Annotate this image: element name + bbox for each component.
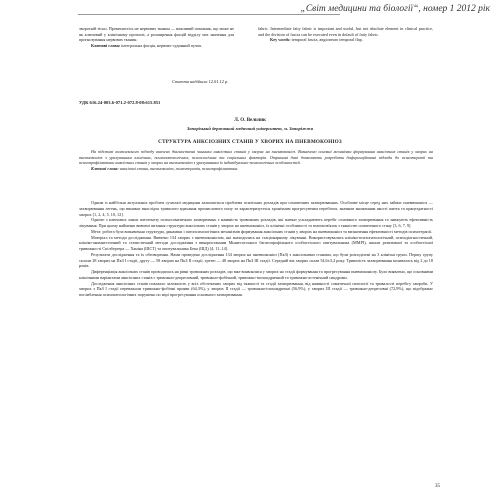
body-paragraph: Одним із найбільш актуальних проблем сучасної медицини залишається проблема психічних розладів при соматичних захворюваннях. Особливе місце серед них займає пневмоконіоз — захворювання легень, що виникає внаслідок тривалого вдихання промислового пилу та характеризується хронічним прогресуючим перебігом, значним зниженням якості життя та працездатності хворих [1, 2, 4, 5, 10, 12]. — [79, 200, 433, 217]
udc-code: УДК 616.24-003.6-071.2-072.8-08:615.851 — [79, 100, 161, 105]
body-paragraph: Дослідження анксіозних станів показало залежність у всіх обстежених хворих від тяжкості та стадії захворювання, від наявності соматичної патології та тривалості перебігу хвороби. У хворих з ПкЗ І стадії переважали тривожно-фобічні прояви (64,3%), у хворих ІІ стадії — тривожно-іпохондричні (56,9%), у хворих ІІІ стадії — тривожно-депресивні (72,9%), що відображає поглиблення психопатологічних порушень по мірі прогресування основного захворювання. — [79, 280, 433, 297]
keywords-text: анксіозні стани, пневмоконіоз, психотерапія, психопрофілактика. — [119, 166, 239, 172]
body-paragraph: Однією з ключових ланок патогенезу психосоматичних захворювань є наявність тривожних розладів, які значно ускладнюють перебіг основного захворювання та знижують ефективність лікування. При цьому найменш вивчені питання структури анксіозних станів у хворих на пневмоконіоз, їх клінічні особливості та взаємозв'язок з тяжкістю соматичного стану [3, 6, 7, 9]. — [79, 217, 433, 228]
author-affiliation: Запорізький державний медичний університет, м. Запоріжжя — [187, 126, 313, 131]
received-date: Стаття надійшла 12.01.12 р. — [172, 79, 229, 84]
summary-keywords — [79, 43, 234, 49]
page-number: 35 — [435, 484, 440, 489]
body-paragraph: Диференціація анксіозних станів проводилась на рівні тривожних розладів, що вже виявлялися у хворих на стадії формування та прогресування пневмоконіозу. Було виявлено, що основними клінічними варіантами анксіозних станів є тривожно-депресивний, тривожно-фобічний, тривожно-іпохондричний та тривожно-астенічний синдроми. — [79, 269, 433, 280]
header-rule — [78, 14, 340, 15]
summary-keywords — [258, 37, 433, 43]
body-paragraph: Результати дослідження та їх обговорення. Нами проведено дослідження 134 хворих на пневмоконіоз (ПкЗ) з анксіозними станами, що були розподілені на 3 клінічні групи. Першу групу склали 28 хворих на ПкЗ І стадії, другу — 58 хворих на ПкЗ ІІ стадії, третю — 48 хворих на ПкЗ ІІІ стадії. Середній вік хворих склав 54,6±3,2 року. Тривалість захворювання коливалась від 2 до 18 років. — [79, 251, 433, 269]
body-paragraph: Мета: робота була визначення структури, динаміки і патопсихологічних механізмів формування анксіозних станів у хворих на пневмоконіоз та визначення ефективності методів психотерапії. — [91, 228, 433, 234]
keywords-text: temporal fascia, angioneuro temporal flap. — [291, 37, 363, 43]
summary-text: зворотній тісно. Променистісь не нервових тканин — важливий показник, що може не як ключовий у клінічному прогнозі, а розширення фасцій відділу має значення для прогнозування нервових тканин. — [79, 26, 234, 43]
journal-title: „Світ медицини та біології“, номер 1 2012 рік — [300, 4, 490, 14]
keywords-text: інтегральна фасція, нервово-судинний пучок. — [121, 42, 203, 48]
running-header — [0, 4, 490, 18]
article-authors: Л. О. Вельчик — [234, 118, 266, 123]
article-body — [79, 200, 433, 298]
abstract-keywords — [79, 166, 433, 172]
keywords-label: Ключові слова: — [91, 42, 121, 48]
previous-article-eng-summary — [258, 26, 433, 43]
summary-text: fabric. Intermediate fatty fabric is important and useful, but not absolute element in clinical practice, and the division of fascia can be executed even in default of fatty fabric. — [258, 26, 433, 37]
article-title: СТРУКТУРА АНКСІОЗНИХ СТАНІВ У ХВОРИХ НА ПНЕВМОКОНІОЗ — [158, 139, 342, 145]
article-abstract — [79, 149, 433, 172]
keywords-label: Ключові слова: — [91, 166, 119, 172]
abstract-text: На підставі комплексного підходу вивчено діагностичні чинники анксіозних станів у хворих на пневмоконіоз. Визначено основні механізми формування анксіозних станів у хворих на пневмоконіоз з урахуванням клінічних, психопатологічних, психологічних та соціальних факторів. Отримані дані дозволяють розробити диференційовані підходи до психотерапії та психопрофілактики анксіозних станів у хворих на пневмоконіоз з урахуванням їх індивідуально-психологічних особливостей. — [79, 149, 433, 166]
keywords-label: Key words: — [270, 37, 291, 43]
body-paragraph: Матеріал та методи дослідження. Вивчено 134 хворих з пневмоконіозом, які знаходились на стаціонарному лікуванні. Використовувались клініко-психопатологічний, психодіагностичний, клініко-анамнестичний та статистичний методи дослідження з використанням Міннесотського багатопрофільного особистісного опитувальника (ММРІ), шкали реактивної та особистісної тривожності Спілбергера — Ханіна (ШСТ) та опитувальника Бека (ШД) [4, 11–14]. — [79, 234, 433, 251]
previous-article-ukr-summary — [79, 26, 234, 48]
